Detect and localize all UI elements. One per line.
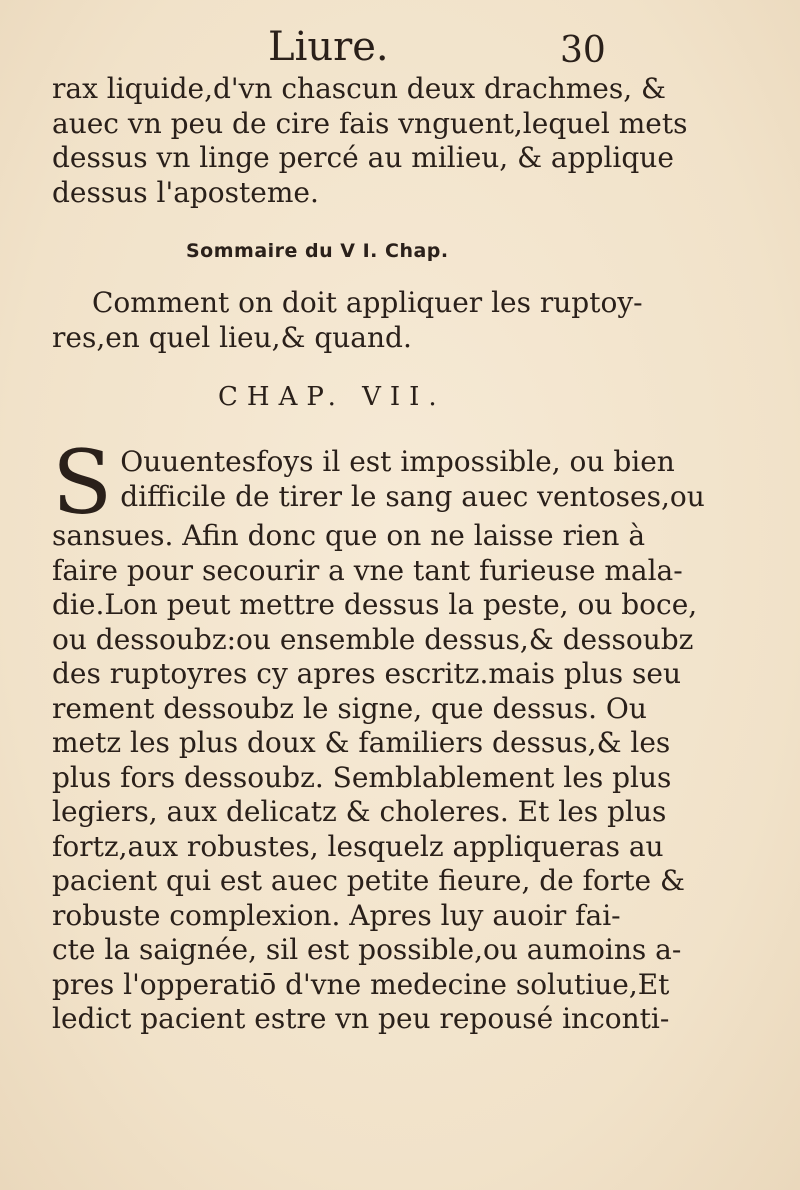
text-line: auec vn peu de cire fais vnguent,lequel mets: [52, 106, 688, 140]
text-line: ou dessoubz:ou ensemble dessus,& dessoubz: [52, 622, 694, 656]
page-header: [0, 20, 800, 80]
text-line: metz les plus doux & familiers dessus,& les: [52, 726, 671, 759]
text-line: dessus vn linge percé au milieu, & applique: [52, 141, 674, 174]
text-line: sansues. Afin donc que on ne laisse rien à: [52, 519, 646, 552]
text-line: rax liquide,d'vn chascun deux drachmes, &: [52, 72, 666, 105]
summary-heading: Sommaire du V I. Chap.: [186, 240, 449, 262]
text-line: pacient qui est auec petite fieure, de forte &: [52, 864, 685, 897]
text-line: ledict pacient estre vn peu repousé inconti-: [52, 1002, 670, 1035]
running-head: Liure.: [268, 24, 389, 70]
chapter-body: [52, 431, 705, 1037]
page-number: 30: [560, 30, 606, 71]
text-line: dessus l'aposteme.: [52, 175, 319, 209]
text-line: robuste complexion. Apres luy auoir fai-: [52, 898, 621, 932]
text-line: res,en quel lieu,& quand.: [52, 320, 412, 354]
text-line: Ouuentesfoys il est impossible, ou bien: [120, 445, 675, 478]
text-line: pres l'opperatiō d'vne medecine solutiue,Et: [52, 967, 670, 1001]
drop-cap: S: [52, 431, 113, 534]
text-line: Comment on doit appliquer les ruptoy-: [92, 286, 643, 319]
text-line: cte la saignée, sil est possible,ou aumoins a-: [52, 933, 682, 966]
text-line: rement dessoubz le signe, que dessus. Ou: [52, 691, 647, 725]
text-line: fortz,aux robustes, lesquelz appliqueras au: [52, 829, 664, 863]
chapter-heading: CHAP. VII.: [218, 382, 446, 412]
text-line: des ruptoyres cy apres escritz.mais plus seu: [52, 657, 681, 690]
summary-paragraph: [52, 286, 643, 355]
text-line: difficile de tirer le sang auec ventoses,ou: [120, 479, 705, 513]
continuation-paragraph: [52, 72, 688, 210]
text-line: die.Lon peut mettre dessus la peste, ou boce,: [52, 588, 698, 621]
text-line: legiers, aux delicatz & choleres. Et les plus: [52, 795, 667, 828]
text-line: plus fors dessoubz. Semblablement les plus: [52, 760, 672, 794]
text-line: faire pour secourir a vne tant furieuse mala-: [52, 553, 683, 587]
